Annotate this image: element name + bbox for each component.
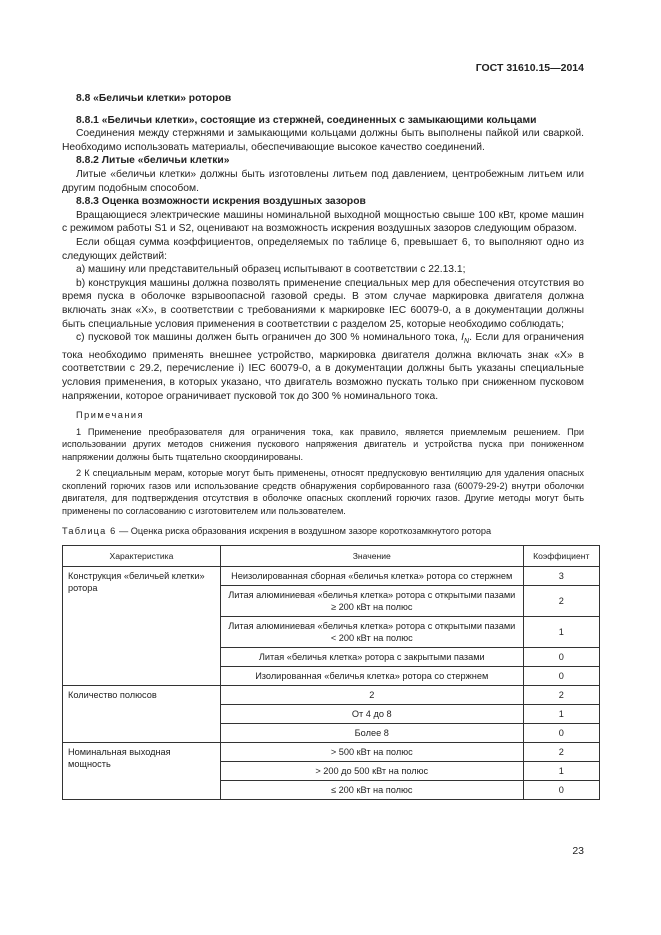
value-cell: Литая «беличья клетка» ротора с закрытыми пазами: [220, 647, 523, 666]
paragraph: Литые «беличьи клетки» должны быть изготовлены литьем под давлением, центробежным литьем или другим подобным способом.: [62, 168, 584, 194]
value-cell: > 500 кВт на полюс: [220, 742, 523, 761]
list-item-c: [62, 331, 584, 403]
value-cell: 2: [220, 685, 523, 704]
header-characteristic: Характеристика: [63, 545, 221, 566]
coef-cell: 2: [523, 742, 599, 761]
page-number: 23: [572, 845, 584, 857]
current-subscript: N: [464, 338, 470, 346]
main-text: [62, 92, 590, 800]
table-row: [63, 742, 600, 761]
document-id: ГОСТ 31610.15—2014: [475, 62, 584, 74]
subsection-title-881: 8.8.1 «Беличьи клетки», состоящие из стержней, соединенных с замыкающими кольцами: [76, 114, 537, 126]
value-cell: > 200 до 500 кВт на полюс: [220, 761, 523, 780]
header-coefficient: Коэффициент: [523, 545, 599, 566]
notes-title: Примечания: [76, 410, 145, 421]
current-symbol: I: [461, 332, 465, 344]
value-cell: От 4 до 8: [220, 704, 523, 723]
item-c-post: . Если для ограничения тока необходимо применять внешнее устройство, маркировка двигателя должна включать знак «X» в соответствии с 29.2, перечисление i) IEC 60079-0, а в документации должны быть указаны специальные условия применения, в которых указано, что двигатель возможно пускать только при сниженном пусковом напряжении, которое ограничивает пусковой ток до 300 % номинального тока.: [62, 332, 584, 402]
subsection-title-883: 8.8.3 Оценка возможности искрения воздушных зазоров: [76, 196, 366, 208]
coef-cell: 1: [523, 704, 599, 723]
paragraph: Соединения между стержнями и замыкающими кольцами должны быть выполнены пайкой или сваркой. Необходимо использовать материалы, обеспечивающие высокое качество соединений.: [62, 128, 584, 153]
coef-cell: 0: [523, 780, 599, 799]
coef-cell: 0: [523, 666, 599, 685]
subsection-title-882: 8.8.2 Литые «беличьи клетки»: [76, 155, 230, 167]
characteristic-cell: Количество полюсов: [63, 685, 221, 742]
value-cell: Литая алюминиевая «беличья клетка» ротора с открытыми пазами ≥ 200 кВт на полюс: [220, 585, 523, 616]
value-cell: Литая алюминиевая «беличья клетка» ротора с открытыми пазами < 200 кВт на полюс: [220, 616, 523, 647]
note-1: 1 Применение преобразователя для ограничения тока, как правило, является приемлемым решением. При использовании других методов снижения пускового напряжения двигатель и устройства пуска при пониженном напряжении должны быть тщательно скоординированы.: [62, 426, 584, 462]
value-cell: Более 8: [220, 723, 523, 742]
table-caption-text: — Оценка риска образования искрения в воздушном зазоре короткозамкнутого ротора: [116, 526, 492, 537]
coef-cell: 1: [523, 761, 599, 780]
table-caption-label: Таблица 6: [62, 526, 117, 537]
coef-cell: 3: [523, 566, 599, 585]
header-value: Значение: [220, 545, 523, 566]
coef-cell: 2: [523, 585, 599, 616]
risk-table: [62, 545, 600, 800]
value-cell: Неизолированная сборная «беличья клетка» ротора со стержнем: [220, 566, 523, 585]
list-item-b: b) конструкция машины должна позволять применение специальных мер для обеспечения отсутствия во время пуска в оболочке взрывоопасной газовой среды. В этом случае маркировка двигателя должна включать знак «X», в соответствии с требованиями к маркировке IEC 60079-0, а в документации должны быть специальные условия применения в соответствии с разделом 25, которые необходимо соблюдать;: [62, 277, 584, 330]
characteristic-cell: Конструкция «беличьей клетки» ротора: [63, 566, 221, 685]
table-caption: [62, 525, 584, 539]
value-cell: ≤ 200 кВт на полюс: [220, 780, 523, 799]
table-row: [63, 566, 600, 585]
value-cell: Изолированная «беличья клетка» ротора со стержнем: [220, 666, 523, 685]
characteristic-cell: Номинальная выходная мощность: [63, 742, 221, 799]
notes-block: [62, 409, 584, 517]
note-2: 2 К специальным мерам, которые могут быть применены, относят предпусковую вентиляцию для удаления опасных скоплений горючих газов или использование средств обнаружения сорбированного газа (60079-29-2) внутри оболочки двигателя, для подтверждения отсутствия в оболочке опасных скоплений горючих газов. Другие методы могут быть применены по согласованию с изготовителем или пользователем.: [62, 468, 584, 516]
coef-cell: 1: [523, 616, 599, 647]
paragraph: Вращающиеся электрические машины номинальной выходной мощностью свыше 100 кВт, кроме машин с режимом работы S1 и S2, оценивают на возможность искрения воздушных зазоров следующим образом.: [62, 209, 584, 235]
table-header-row: [63, 545, 600, 566]
coef-cell: 2: [523, 685, 599, 704]
section-title: 8.8 «Беличьи клетки» роторов: [76, 93, 232, 104]
coef-cell: 0: [523, 723, 599, 742]
coef-cell: 0: [523, 647, 599, 666]
table-row: [63, 685, 600, 704]
paragraph: Если общая сумма коэффициентов, определяемых по таблице 6, превышает 6, то выполняют одно из следующих действий:: [62, 236, 584, 262]
list-item-a: a) машину или представительный образец испытывают в соответствии с 22.13.1;: [76, 264, 466, 276]
item-c-pre: c) пусковой ток машины должен быть ограничен до 300 % номинального тока,: [76, 332, 462, 344]
